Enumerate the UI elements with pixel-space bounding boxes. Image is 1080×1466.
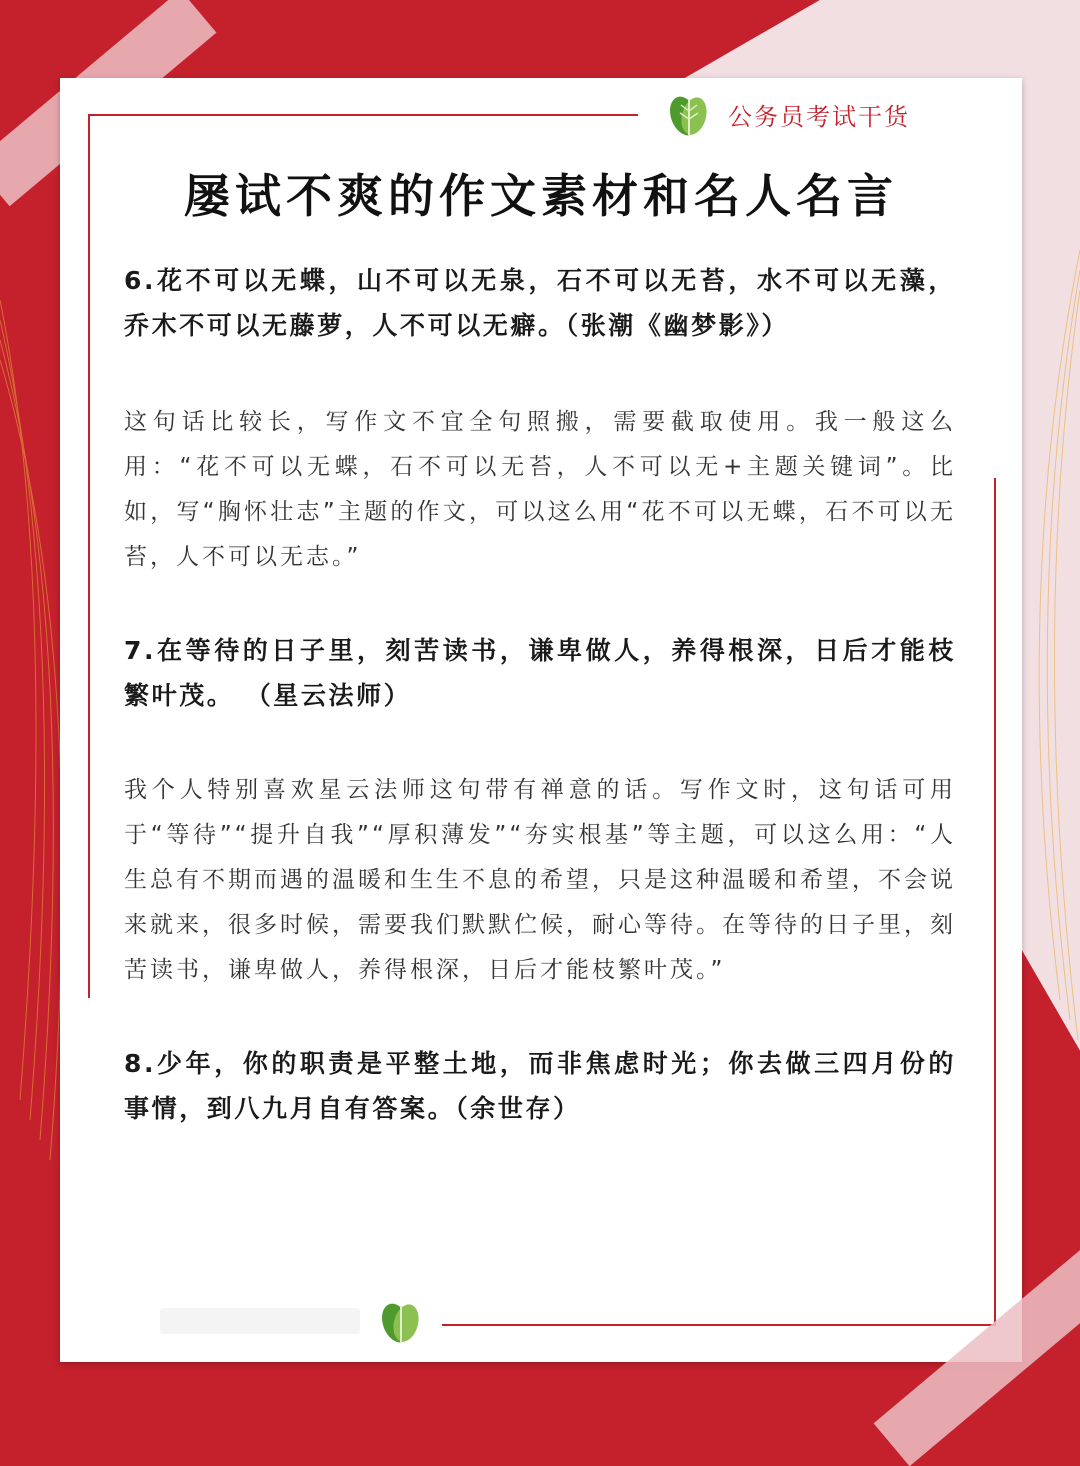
bottom-rule-line — [442, 1324, 996, 1326]
article-content — [124, 258, 956, 1131]
quote-7: 7.在等待的日子里，刻苦读书，谦卑做人，养得根深，日后才能枝繁叶茂。 （星云法师） — [124, 636, 956, 710]
quote-6: 6.花不可以无蝶，山不可以无泉，石不可以无苔，水不可以无藻，乔木不可以无藤萝，人不可以无癖。（张潮《幽梦影》） — [124, 266, 956, 340]
right-rule-line — [994, 478, 996, 1326]
brand-name: 公务员考试干货 — [728, 102, 910, 131]
quote-8: 8.少年，你的职责是平整土地，而非焦虑时光；你去做三四月份的事情，到八九月自有答案。（余世存） — [124, 1049, 956, 1123]
footer-blurred-text — [160, 1308, 360, 1334]
top-rule-line — [88, 114, 638, 116]
page-title: 屡试不爽的作文素材和名人名言 — [184, 169, 898, 223]
left-rule-line — [88, 114, 90, 998]
note-7: 我个人特别喜欢星云法师这句带有禅意的话。写作文时，这句话可用于“等待”“提升自我”“厚积薄发”“夯实根基”等主题，可以这么用：“人生总有不期而遇的温暖和生生不息的希望，只是这种温暖和希望，不会说来就来，很多时候，需要我们默默伫候，耐心等待。在等待的日子里，刻苦读书，谦卑做人，养得根深，日后才能枝繁叶茂。” — [124, 777, 956, 983]
note-6: 这句话比较长，写作文不宜全句照搬，需要截取使用。我一般这么用：“花不可以无蝶，石不可以无苔，人不可以无+主题关键词”。比如，写“胸怀壮志”主题的作文，可以这么用“花不可以无蝶，石不可以无苔，人不可以无志。” — [124, 409, 956, 570]
brand-header — [664, 86, 910, 142]
cabbage-icon — [376, 1296, 426, 1346]
cabbage-icon — [664, 89, 714, 139]
